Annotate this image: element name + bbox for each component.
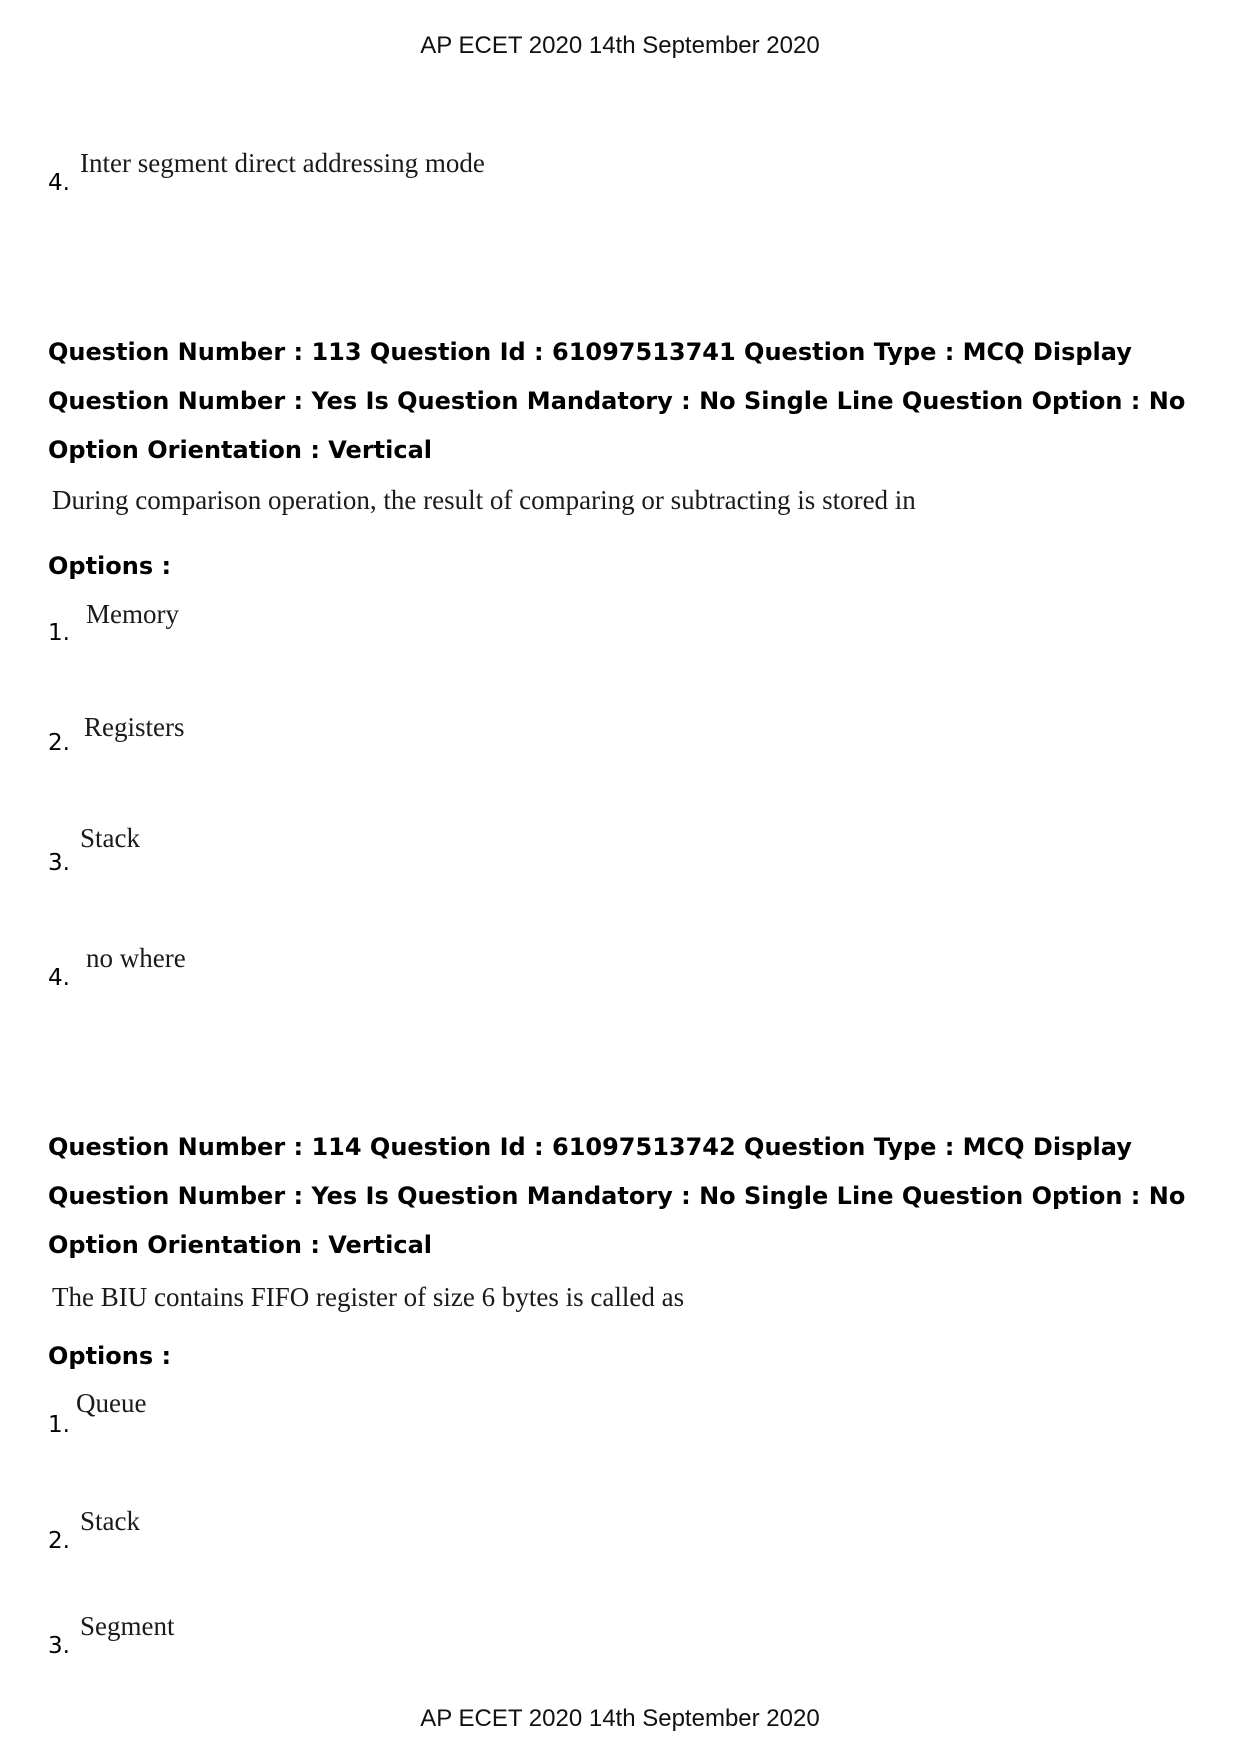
- question-114-option-1-number: 1.: [48, 1412, 70, 1438]
- question-114-option-2-number: 2.: [48, 1528, 70, 1554]
- page-footer: AP ECET 2020 14th September 2020: [420, 1705, 820, 1732]
- question-113-option-1-text: Memory: [86, 599, 179, 629]
- question-114-text: The BIU contains FIFO register of size 6 bytes is called as: [52, 1282, 685, 1312]
- prev-option-4-text: Inter segment direct addressing mode: [80, 148, 485, 178]
- page-header: AP ECET 2020 14th September 2020: [420, 32, 820, 59]
- question-113-option-1-number: 1.: [48, 620, 70, 646]
- question-114-option-3-text: Segment: [80, 1611, 175, 1641]
- question-113-option-3-number: 3.: [48, 850, 70, 876]
- question-113-options-label: Options :: [48, 552, 172, 580]
- question-113-text: During comparison operation, the result of comparing or subtracting is stored in: [52, 485, 916, 515]
- question-113-option-3-text: Stack: [80, 823, 140, 853]
- prev-option-4-number: 4.: [48, 170, 70, 196]
- question-113-option-2-text: Registers: [84, 712, 185, 742]
- question-113-option-4-number: 4.: [48, 965, 70, 991]
- question-113-option-2-number: 2.: [48, 730, 70, 756]
- question-114-option-3-number: 3.: [48, 1633, 70, 1659]
- question-114-option-1-text: Queue: [76, 1388, 147, 1418]
- question-114-option-2-text: Stack: [80, 1506, 140, 1536]
- question-114-options-label: Options :: [48, 1342, 172, 1370]
- question-113-option-4-text: no where: [86, 943, 186, 973]
- question-114-meta: Question Number : 114 Question Id : 61097513742 Question Type : MCQ Display Question Number : Yes Is Question Mandatory : No Single Line Question Option : No Option Orientation : Vertical: [48, 1133, 1186, 1259]
- question-113-meta: Question Number : 113 Question Id : 61097513741 Question Type : MCQ Display Question Number : Yes Is Question Mandatory : No Single Line Question Option : No Option Orientation : Vertical: [48, 338, 1186, 464]
